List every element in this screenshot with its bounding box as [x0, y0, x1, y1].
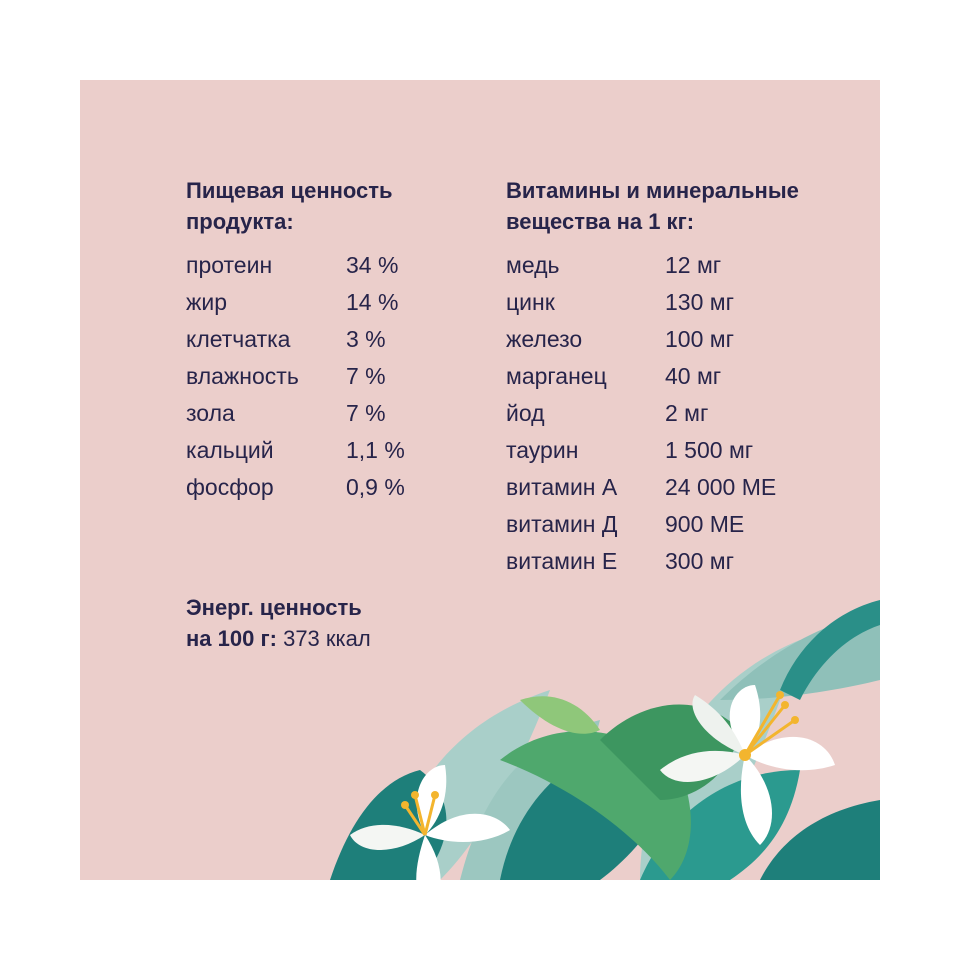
nutrition-row-value: 0,9 %	[346, 474, 405, 500]
nutrition-row	[186, 395, 405, 432]
vitamins-row	[506, 543, 799, 580]
nutrition-row	[186, 469, 405, 506]
vitamins-row	[506, 395, 799, 432]
nutrition-row-value: 7 %	[346, 400, 386, 426]
energy-section	[186, 592, 371, 654]
energy-heading: Энерг. ценность	[186, 595, 362, 620]
vitamins-row-name: витамин А	[506, 474, 618, 500]
vitamins-row-name: железо	[506, 326, 583, 352]
vitamins-heading-line1: Витамины и минеральные	[506, 178, 799, 203]
nutrition-row-name: протеин	[186, 252, 273, 278]
nutrition-card	[80, 80, 880, 880]
nutrition-row-name: влажность	[186, 363, 299, 389]
nutrition-heading-line2: продукта:	[186, 209, 294, 234]
vitamins-row-value: 1 500 мг	[665, 437, 754, 463]
nutrition-row-value: 14 %	[346, 289, 399, 315]
vitamins-row	[506, 321, 799, 358]
vitamins-row	[506, 358, 799, 395]
vitamins-row-name: йод	[506, 400, 545, 426]
vitamins-row	[506, 284, 799, 321]
nutrition-row-value: 3 %	[346, 326, 386, 352]
nutrition-heading	[186, 175, 405, 237]
nutrition-row-value: 34 %	[346, 252, 399, 278]
vitamins-row-value: 40 мг	[665, 363, 722, 389]
energy-value: 373 ккал	[283, 626, 371, 651]
vitamins-row-name: таурин	[506, 437, 579, 463]
vitamins-section	[506, 175, 799, 580]
vitamins-row-value: 130 мг	[665, 289, 734, 315]
vitamins-row	[506, 506, 799, 543]
vitamins-row-name: витамин Е	[506, 548, 618, 574]
vitamins-row-value: 900 МЕ	[665, 511, 745, 537]
nutrition-row-value: 7 %	[346, 363, 386, 389]
vitamins-row	[506, 432, 799, 469]
nutrition-row	[186, 358, 405, 395]
vitamins-row-value: 2 мг	[665, 400, 709, 426]
nutrition-heading-line1: Пищевая ценность	[186, 178, 393, 203]
nutrition-row	[186, 284, 405, 321]
energy-label: на 100 г:	[186, 626, 277, 651]
nutrition-list	[186, 247, 405, 506]
nutrition-row	[186, 321, 405, 358]
nutrition-row-name: зола	[186, 400, 235, 426]
nutrition-row-name: жир	[186, 289, 228, 315]
nutrition-row	[186, 432, 405, 469]
vitamins-row-value: 24 000 МЕ	[665, 474, 777, 500]
nutrition-row-name: клетчатка	[186, 326, 291, 352]
vitamins-row-name: цинк	[506, 289, 555, 315]
vitamins-row-name: медь	[506, 252, 560, 278]
nutrition-row	[186, 247, 405, 284]
vitamins-row	[506, 247, 799, 284]
vitamins-row-value: 100 мг	[665, 326, 734, 352]
vitamins-row	[506, 469, 799, 506]
vitamins-row-value: 300 мг	[665, 548, 734, 574]
vitamins-heading	[506, 175, 799, 237]
nutrition-row-name: кальций	[186, 437, 274, 463]
energy-line	[186, 626, 371, 651]
vitamins-heading-line2: вещества на 1 кг:	[506, 209, 695, 234]
vitamins-row-name: марганец	[506, 363, 607, 389]
vitamins-row-name: витамин Д	[506, 511, 618, 537]
vitamins-list	[506, 247, 799, 580]
nutrition-row-value: 1,1 %	[346, 437, 405, 463]
nutrition-row-name: фосфор	[186, 474, 274, 500]
nutrition-section	[186, 175, 405, 506]
vitamins-row-value: 12 мг	[665, 252, 722, 278]
